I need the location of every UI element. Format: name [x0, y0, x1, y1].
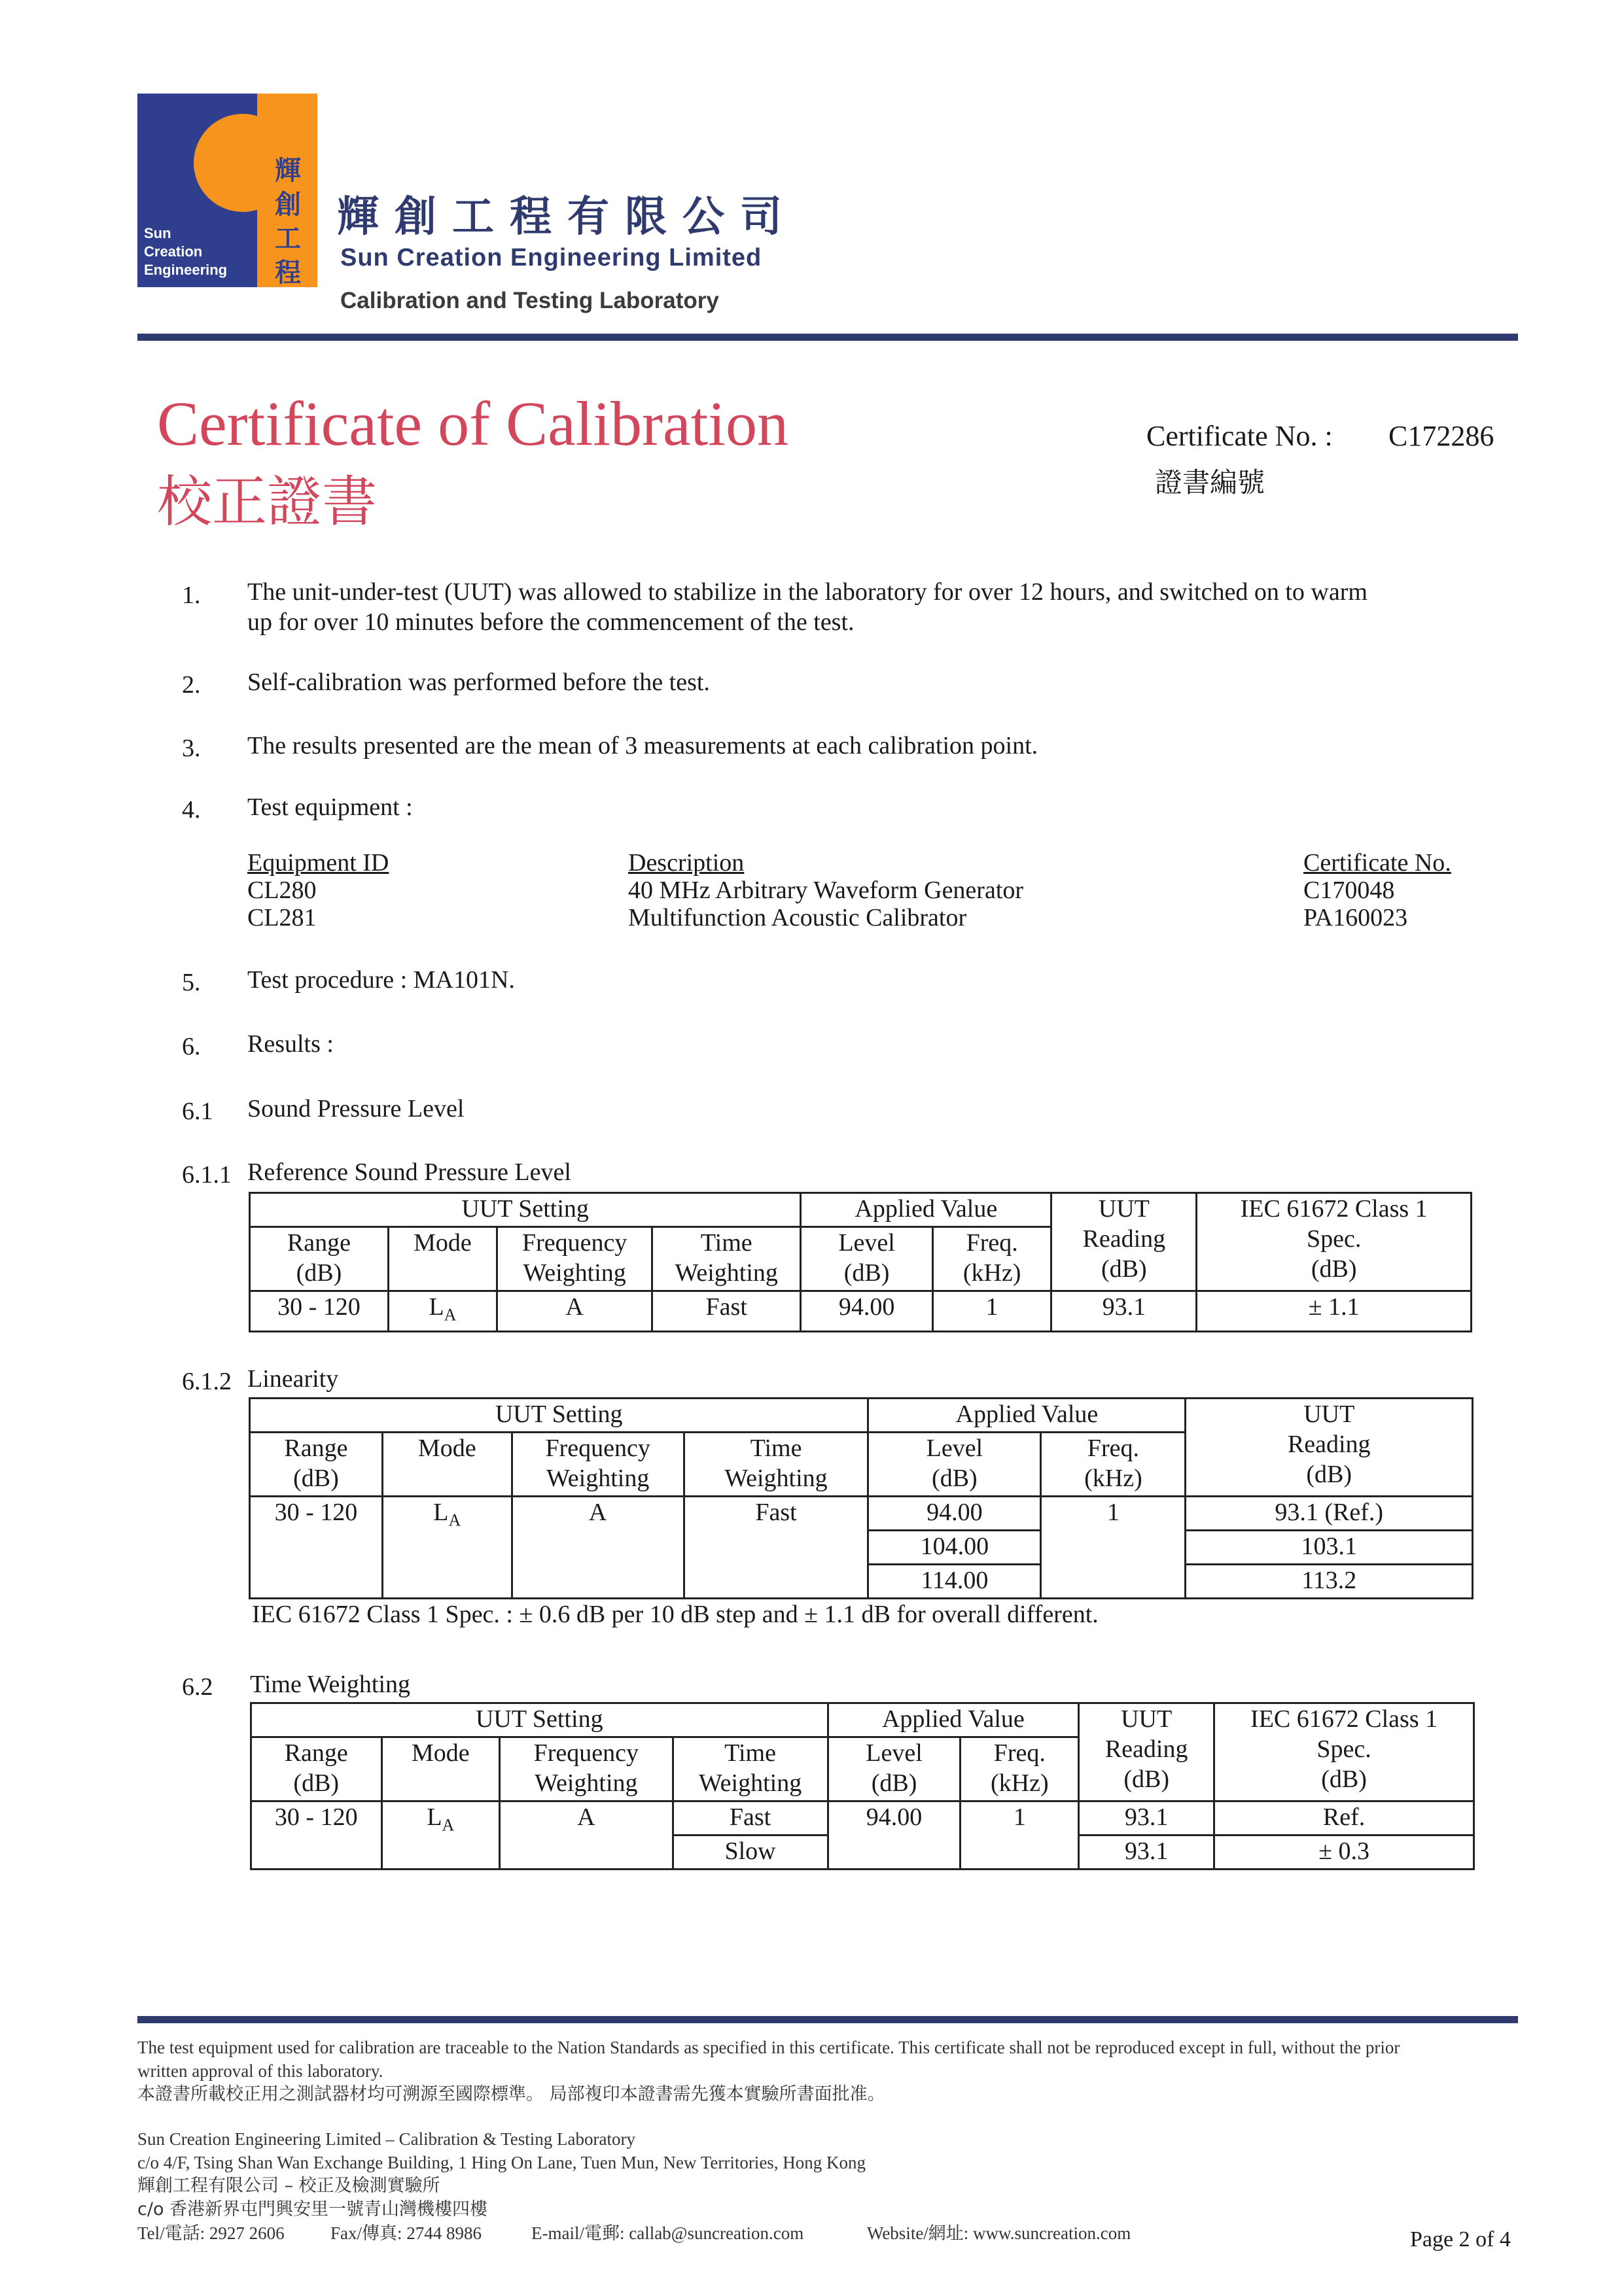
range-header: Range (dB) [250, 1433, 383, 1497]
freq-value: 1 [932, 1291, 1051, 1332]
equipment-cert-no: PA160023 [1303, 904, 1408, 931]
equipment-description-column [628, 849, 1023, 931]
uut-setting-header: UUT Setting [250, 1193, 801, 1227]
equipment-id: CL280 [247, 877, 317, 904]
uut-setting-header: UUT Setting [251, 1703, 828, 1737]
reading-value: 93.1 [1079, 1835, 1214, 1870]
freq-header: Freq. (kHz) [961, 1737, 1079, 1801]
time-weighting-header: Time Weighting [652, 1227, 801, 1291]
mode-value: $L_A$ [381, 1801, 500, 1870]
lab-address: Sun Creation Engineering Limited – Calibration & Testing Laboratory c/o 4/F, Tsing Shan Wan Exchange Building, 1 Hing On Lane, Tuen Mun, New Territories, Hong Kong 輝創工程有限公司 – 校正及檢測實驗所 c/o 香港新界屯門興安里一號青山灣機樓四樓 [137, 2129, 866, 2219]
applied-value-header: Applied Value [868, 1399, 1186, 1433]
mode-header: Mode [382, 1433, 512, 1497]
frequency-weighting-value: A [500, 1801, 673, 1870]
item-text: Test equipment : [247, 793, 413, 821]
reading-value: 93.1 [1079, 1801, 1214, 1835]
company-name-en: Sun Creation Engineering Limited [340, 244, 762, 271]
item-number: 2. [182, 671, 201, 699]
range-value: 30 - 120 [250, 1291, 389, 1332]
applied-value-header: Applied Value [801, 1193, 1051, 1227]
item-text: Results : [247, 1030, 334, 1058]
certificate-no-cjk: 證書編號 [1155, 466, 1265, 498]
equipment-cert-no: C170048 [1303, 877, 1395, 904]
item-text: Linearity [247, 1365, 339, 1393]
item-number: 5. [182, 969, 201, 996]
equipment-description: 40 MHz Arbitrary Waveform Generator [628, 877, 1024, 904]
level-value: 94.00 [801, 1291, 933, 1332]
frequency-weighting-value: A [512, 1497, 684, 1599]
uut-reading-header: UUT Reading (dB) [1186, 1399, 1473, 1497]
item-number: 3. [182, 735, 201, 762]
certificate-no-label: Certificate No. : [1146, 420, 1333, 452]
equipment-id-header: Equipment ID [247, 849, 389, 877]
time-weighting-table [250, 1702, 1475, 1870]
level-value: 114.00 [868, 1565, 1041, 1599]
logo-cjk-text: 輝 創 工 程 [275, 156, 301, 288]
item-text: Time Weighting [250, 1671, 411, 1698]
spec-value: Ref. [1214, 1801, 1474, 1835]
equipment-description: Multifunction Acoustic Calibrator [628, 904, 967, 931]
linearity-table [249, 1397, 1474, 1599]
item-number: 6.1.1 [182, 1161, 232, 1189]
frequency-weighting-value: A [497, 1291, 652, 1332]
range-header: Range (dB) [251, 1737, 382, 1801]
item-number: 6.1.2 [182, 1368, 232, 1395]
frequency-weighting-header: Frequency Weighting [512, 1433, 684, 1497]
fax: Fax/傳真: 2744 8986 [330, 2223, 482, 2243]
traceability-statement: The test equipment used for calibration are traceable to the Nation Standards as specified in this certificate. This certificate shall not be reproduced except in full, without the prior written approval of this laboratory. 本證書所載校正用之測試器材均可溯源至國際標準。 局部複印本證書需先獲本實驗所書面批准。 [137, 2038, 1400, 2104]
item-text: The results presented are the mean of 3 measurements at each calibration point. [247, 732, 1038, 759]
item-number: 6.1 [182, 1098, 213, 1125]
header-rule [137, 334, 1518, 341]
freq-value: 1 [1041, 1497, 1186, 1599]
item-number: 6.2 [182, 1673, 213, 1701]
spec-value: ± 1.1 [1197, 1291, 1472, 1332]
equipment-id: CL281 [247, 904, 317, 931]
spec-value: ± 0.3 [1214, 1835, 1474, 1870]
uut-reading-header: UUT Reading (dB) [1051, 1193, 1197, 1291]
certificate-title: Certificate of Calibration [157, 389, 788, 459]
freq-value: 1 [961, 1801, 1079, 1870]
equipment-cert-column [1303, 849, 1451, 931]
company-logo [137, 94, 317, 287]
company-name-cjk: 輝創工程有限公司 [337, 193, 798, 241]
item-text: Test procedure : MA101N. [247, 966, 515, 994]
page-number: Page 2 of 4 [1410, 2227, 1511, 2252]
freq-header: Freq. (kHz) [932, 1227, 1051, 1291]
equipment-description-header: Description [628, 849, 745, 877]
certificate-no-value: C172286 [1388, 420, 1494, 452]
spec-header: IEC 61672 Class 1 Spec. (dB) [1197, 1193, 1472, 1291]
linearity-spec-note: IEC 61672 Class 1 Spec. : ± 0.6 dB per 10 dB step and ± 1.1 dB for overall different. [252, 1601, 1099, 1628]
level-header: Level (dB) [828, 1737, 961, 1801]
level-value: 94.00 [828, 1801, 961, 1870]
item-number: 6. [182, 1033, 201, 1060]
item-text: Self-calibration was performed before the test. [247, 669, 710, 696]
time-weighting-header: Time Weighting [673, 1737, 828, 1801]
tel: Tel/電話: 2927 2606 [137, 2223, 285, 2243]
time-weighting-value: Fast [652, 1291, 801, 1332]
lab-name: Calibration and Testing Laboratory [340, 288, 719, 313]
level-value: 94.00 [868, 1497, 1041, 1531]
level-value: 104.00 [868, 1531, 1041, 1565]
frequency-weighting-header: Frequency Weighting [500, 1737, 673, 1801]
logo-en-text: Sun Creation Engineering [144, 225, 228, 278]
time-weighting-value: Fast [684, 1497, 868, 1599]
frequency-weighting-header: Frequency Weighting [497, 1227, 652, 1291]
mode-value: $L_A$ [388, 1291, 497, 1332]
footer-rule [137, 2016, 1518, 2023]
level-header: Level (dB) [868, 1433, 1041, 1497]
time-weighting-value: Slow [673, 1835, 828, 1870]
reading-value: 103.1 [1186, 1531, 1473, 1565]
item-number: 4. [182, 796, 201, 824]
equipment-cert-header: Certificate No. [1303, 849, 1451, 877]
range-value: 30 - 120 [251, 1801, 382, 1870]
time-weighting-header: Time Weighting [684, 1433, 868, 1497]
time-weighting-value: Fast [673, 1801, 828, 1835]
spec-header: IEC 61672 Class 1 Spec. (dB) [1214, 1703, 1474, 1801]
freq-header: Freq. (kHz) [1041, 1433, 1186, 1497]
reading-value: 113.2 [1186, 1565, 1473, 1599]
website: Website/網址: www.suncreation.com [867, 2223, 1131, 2243]
uut-setting-header: UUT Setting [250, 1399, 868, 1433]
certificate-title-cjk: 校正證書 [157, 470, 378, 534]
reference-spl-table [249, 1192, 1472, 1332]
email: E-mail/電郵: callab@suncreation.com [531, 2223, 804, 2243]
item-text: Reference Sound Pressure Level [247, 1158, 571, 1186]
mode-value: $L_A$ [382, 1497, 512, 1599]
range-value: 30 - 120 [250, 1497, 383, 1599]
mode-header: Mode [381, 1737, 500, 1801]
mode-header: Mode [388, 1227, 497, 1291]
uut-reading-header: UUT Reading (dB) [1079, 1703, 1214, 1801]
item-text: Sound Pressure Level [247, 1095, 465, 1122]
item-number: 1. [182, 582, 201, 609]
reading-value: 93.1 (Ref.) [1186, 1497, 1473, 1531]
item-text: The unit-under-test (UUT) was allowed to stabilize in the laboratory for over 12 hours, and switched on to warm up for over 10 minutes before the commencement of the test. [247, 578, 1368, 636]
reading-value: 93.1 [1051, 1291, 1197, 1332]
range-header: Range (dB) [250, 1227, 389, 1291]
applied-value-header: Applied Value [828, 1703, 1079, 1737]
equipment-id-column [247, 849, 389, 931]
level-header: Level (dB) [801, 1227, 933, 1291]
